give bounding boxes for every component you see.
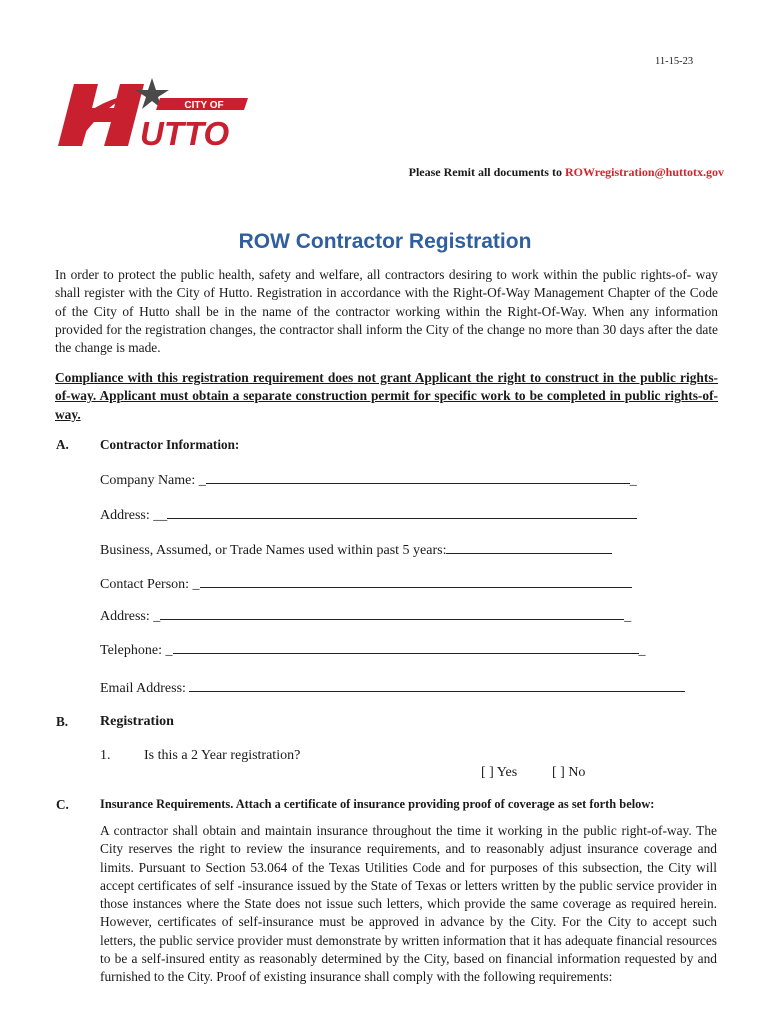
email-label: Email Address: (100, 681, 190, 696)
question-number: 1. (100, 748, 111, 763)
svg-text:UTTO: UTTO (140, 115, 230, 150)
contact-person-label: Contact Person: _ (100, 577, 200, 592)
page-title: ROW Contractor Registration (238, 230, 532, 253)
remit-email-link[interactable]: ROWregistration@huttotx.gov (564, 165, 724, 179)
section-a-letter: A. (56, 437, 69, 452)
telephone-label: Telephone: _ (100, 643, 173, 658)
company-name-line[interactable] (206, 469, 630, 484)
compliance-notice: Compliance with this registration requirement does not grant Applicant the right to construct in the public rights- of-way. Applicant must obtain a separate construction permit for specific work to be completed in public rights-of-way. (55, 370, 718, 422)
trade-names-line[interactable] (446, 539, 612, 554)
section-b-heading: Registration (100, 714, 174, 729)
city-of-hutto-logo (56, 64, 256, 150)
section-a-heading: Contractor Information: (100, 437, 240, 452)
address-field[interactable]: Address: __ (100, 504, 637, 524)
trade-names-label: Business, Assumed, or Trade Names used within past 5 years: (100, 543, 447, 558)
company-name-label: Company Name: _ (100, 473, 206, 488)
intro-paragraph: In order to protect the public health, safety and welfare, all contractors desiring to work within the public rights-of- way shall register with the City of Hutto. Registration in accordance with the Right-Of-Way Management Chapter of the Code of the City of Hutto shall be in the name of the contractor working within the Right-Of-Way. When any information provided for the registration changes, the contractor shall inform the City of the change no more than 30 days after the date the change is made. (55, 267, 718, 356)
address-2-line[interactable] (160, 605, 624, 620)
trade-names-field[interactable] (100, 539, 612, 559)
section-c-letter: C. (56, 797, 69, 812)
yes-checkbox[interactable]: [ ] Yes (481, 765, 518, 780)
email-line[interactable] (189, 677, 685, 692)
address-2-field[interactable]: Address: _ _ (100, 605, 631, 625)
telephone-line[interactable] (173, 639, 639, 654)
document-date: 11-15-23 (655, 56, 694, 67)
svg-text:CITY OF: CITY OF (184, 100, 224, 111)
remit-instruction (409, 165, 724, 180)
email-field[interactable] (100, 677, 685, 697)
no-checkbox[interactable]: [ ] No (552, 765, 586, 780)
address-label: Address: _ (100, 508, 161, 523)
address-line[interactable] (167, 504, 637, 519)
address-2-label: Address: _ (100, 609, 161, 624)
section-c-heading: Insurance Requirements. Attach a certificate of insurance providing proof of coverage as set forth below: (100, 797, 655, 811)
insurance-paragraph: A contractor shall obtain and maintain insurance throughout the time it working in the public right-of-way. The City reserves the right to review the insurance requirements, and to reasonably adjust insurance coverage and limits. Pursuant to Section 53.064 of the Texas Utilities Code and for purposes of this subsection, the City will accept certificates of self -insurance issued by the State of Texas or letters written by the public service provider in those instances where the State does not issue such letters, which provide the same coverage as required herein. However, certificates of self-insurance must be approved in advance by the City. For the City to accept such letters, the public service provider must demonstrate by written information that it has adequate financial resources to be a self-insured entity as reasonably determined by the City, based on financial information requested by and furnished to the City. Proof of existing insurance shall comply with the following requirements: (100, 823, 717, 985)
contact-person-line[interactable] (200, 573, 632, 588)
remit-label: Please Remit all documents to (408, 165, 562, 179)
section-b-letter: B. (56, 714, 69, 729)
telephone-field[interactable]: Telephone: _ _ (100, 639, 646, 659)
contact-person-field[interactable] (100, 573, 632, 593)
company-name-field[interactable]: Company Name: _ _ (100, 469, 637, 489)
two-year-question: Is this a 2 Year registration? (144, 748, 301, 763)
